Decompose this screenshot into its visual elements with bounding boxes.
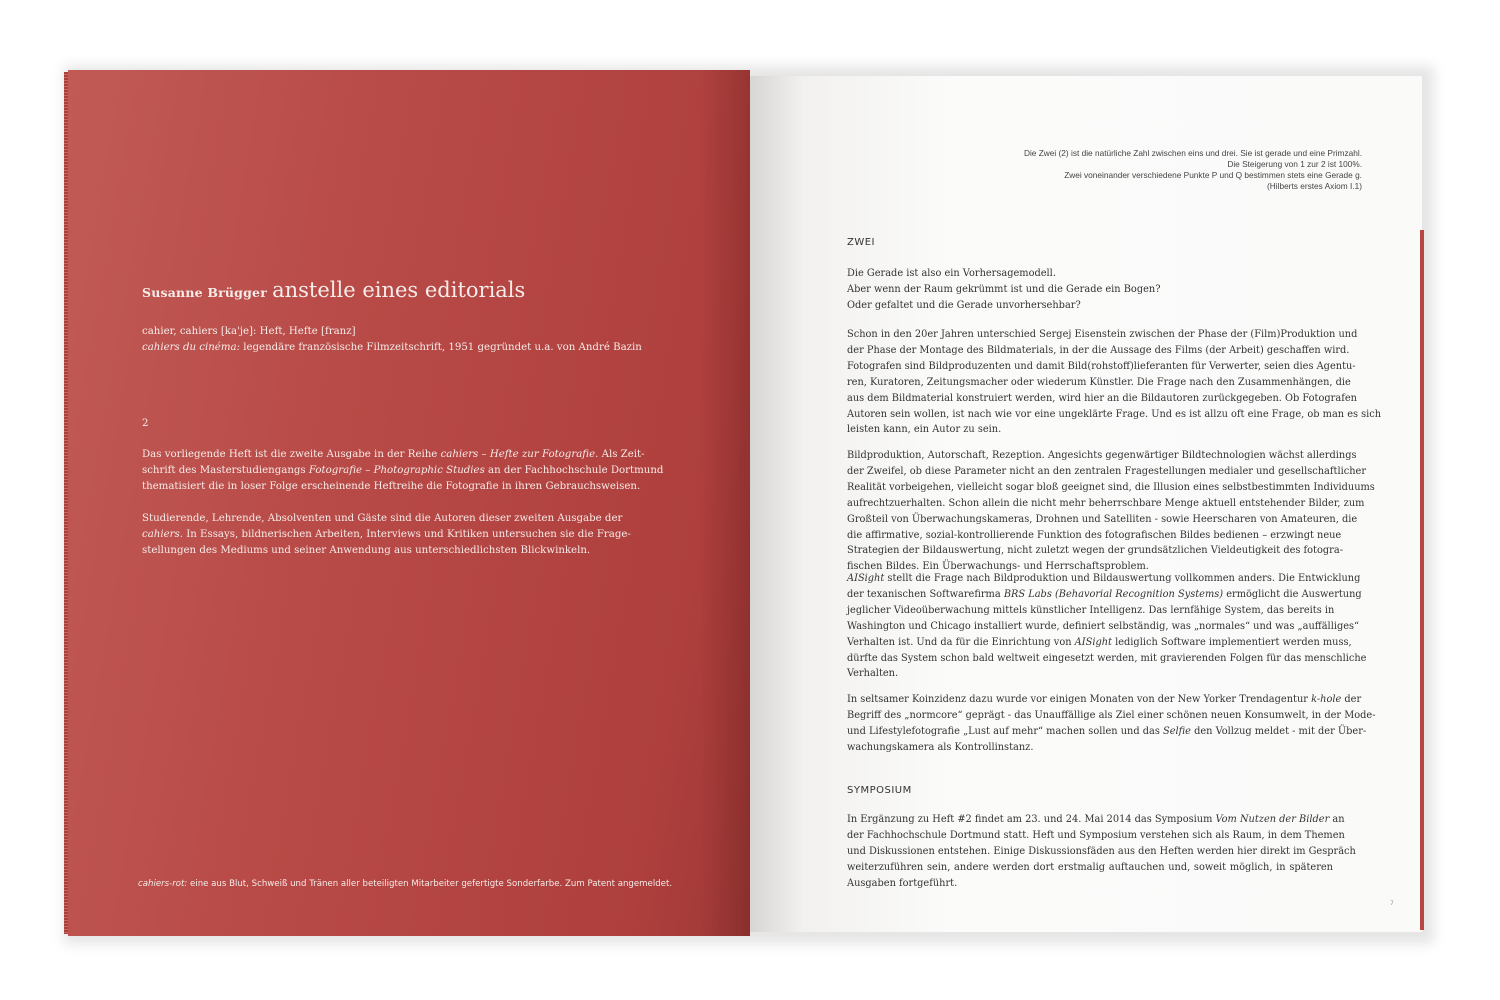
text-span: AISight (1074, 636, 1112, 648)
text-line (847, 651, 1367, 667)
text-span: In seltsamer Koinzidenz dazu wurde vor einigen Monaten von der New Yorker Trendagentur (847, 694, 1312, 705)
text-line (142, 511, 631, 527)
text-line: Die Gerade ist also ein Vorhersagemodell. (847, 268, 1056, 279)
text-line (847, 876, 1333, 892)
text-line: Realität vorbeigehen, vielleicht sogar bloß geeignet sind, die Illusion eines selbstbestimmten Individuums (847, 481, 1375, 493)
quote-line: Die Steigerung von 1 zur 2 ist 100%. (1227, 159, 1362, 169)
text-line (142, 463, 663, 479)
text-span: Selfie (1162, 725, 1191, 737)
text-line: Schon in den 20er Jahren unterschied Sergej Eisenstein zwischen der Phase der (Film)Produktion und (847, 329, 1358, 340)
text-line (142, 447, 663, 463)
text-line: ren, Kuratoren, Zeitungsmacher oder wiederum Künstler. Die Frage nach den Zusammenhängen, die (847, 376, 1351, 388)
text-line (847, 828, 1345, 844)
text-line: Strategien der Bildauswertung, nicht zuletzt wegen der grundsätzlichen Vieldeutigkeit des fotogra- (847, 545, 1344, 557)
text-line: leisten kann, ein Autor zu sein. (847, 424, 1002, 436)
text-line: aufrechtzuerhalten. Schon allein die nicht mehr beherrschbare Menge aktuell entstehender Bilder, zum (847, 497, 1365, 509)
paragraph-normcore (847, 692, 1376, 756)
text-line (847, 603, 1333, 619)
gutter-shadow (700, 70, 750, 936)
text-line (847, 724, 1367, 740)
text-line: Oder gefaltet und die Gerade unvorhersehbar? (847, 299, 1081, 311)
epigraph-quote (962, 148, 1362, 192)
text-span: den Vollzug meldet - mit der Über- (1190, 725, 1367, 737)
text-span: k-hole (1311, 694, 1342, 705)
text-span: Verhalten ist. Und da für die Einrichtung von (847, 636, 1075, 648)
text-line: Fotografen sind Bildproduzenten und damit Bild(rohstoff)lieferanten für Verwerter, seien dies Agentu- (847, 360, 1356, 372)
text-line (847, 708, 1376, 724)
text-span: weiterzuführen sein, andere werden dort erstmalig auftauchen und, soweit möglich, in späteren (847, 861, 1333, 873)
text-span: wachungskamera als Kontrollinstanz. (847, 741, 1034, 753)
text-line (847, 844, 1356, 860)
text-span: Studierende, Lehrende, Absolventen und Gäste sind die Autoren dieser zweiten Ausgabe der (142, 513, 623, 524)
text-span: In Essays, bildnerischen Arbeiten, Interviews und Kritiken untersuchen sie die Frage- (182, 529, 631, 541)
intro-paragraph-2 (142, 511, 631, 560)
intro-paragraph-1 (142, 447, 663, 496)
right-page (750, 76, 1422, 932)
quote-line: (Hilberts erstes Axiom I.1) (1267, 181, 1362, 191)
text-span: Ausgaben fortgeführt. (847, 877, 958, 889)
text-line (847, 666, 1333, 682)
text-line: Bildproduktion, Autorschaft, Rezeption. Angesichts gegenwärtiger Bildtechnologien wächst allerdings (847, 450, 1357, 461)
text-span: Fotografie – Photographic Studies (308, 465, 485, 477)
text-span: thematisiert die in loser Folge erscheinende Heftreihe die Fotografie in ihren Gebrauchsweisen. (142, 481, 641, 493)
text-line: der Phase der Montage des Bildmaterials, in der die Aussage des Films (der Arbeit) geschaffen wird. (847, 344, 1350, 356)
text-line (847, 692, 1362, 708)
footnote-cahiers-rot: cahiers-rot: eine aus Blut, Schweiß und Tränen aller beteiligten Mitarbeiter gefertigte Sonderfarbe. Zum Patent angemeldet. (138, 879, 673, 889)
text-line: aus dem Bildmaterial konstruiert werden, wird hier an die Bildautoren zurückgegeben. Ob Fotografen (847, 392, 1357, 404)
text-line (847, 619, 1360, 635)
text-line (847, 812, 1345, 828)
text-span: ermöglicht die Auswertung (1223, 588, 1362, 600)
section-number: 2 (142, 418, 149, 429)
paragraph-symposium (847, 812, 1356, 892)
text-span: BRS Labs (Behavorial Recognition Systems) (1003, 588, 1224, 600)
left-page (68, 70, 750, 936)
text-span: der (1341, 694, 1362, 705)
text-span: Begriff des „normcore“ geprägt - das Unauffällige als Ziel einer schönen neuen Konsumwelt, in der Mode- (847, 709, 1376, 721)
definition-cahier: cahier, cahiers [ka'je]: Heft, Hefte [franz] (142, 326, 356, 337)
text-line (142, 527, 631, 543)
paragraph-aisight (847, 571, 1367, 682)
text-span: dürfte das System schon bald weltweit eingesetzt werden, mit gravierenden Folgen für das menschliche (847, 652, 1367, 664)
text-line (847, 635, 1352, 651)
editorial-heading (142, 278, 525, 302)
text-span: an der Fachhochschule Dortmund (484, 465, 664, 477)
text-span: cahiers. (142, 529, 183, 541)
text-span: Washington und Chicago installiert wurde, definiert selbständig, was „normales“ und was „auffälliges“ (847, 620, 1360, 632)
text-span: Das vorliegende Heft ist die zweite Ausgabe in der Reihe (142, 449, 441, 460)
text-span: cahiers – Hefte zur Fotografie (440, 449, 596, 460)
page-number: 7 (1390, 900, 1394, 907)
right-page-red-edge (1420, 230, 1424, 930)
text-span: lediglich Software implementiert werden muss, (1111, 636, 1352, 648)
text-line (847, 587, 1362, 603)
text-line (847, 860, 1333, 876)
text-span: der Fachhochschule Dortmund statt. Heft und Symposium verstehen sich als Raum, in dem Themen (847, 829, 1345, 841)
text-line: Großteil von Überwachungskameras, Drohnen und Satelliten - sowie Heerscharen von Amateuren, die (847, 513, 1358, 525)
heading-zwei: ZWEI (847, 237, 876, 248)
text-span: an (1329, 814, 1345, 825)
text-span: Verhalten. (847, 668, 899, 680)
editorial-title: anstelle eines editorials (272, 278, 526, 302)
heading-symposium: SYMPOSIUM (847, 785, 912, 796)
text-span: . Als Zeit- (595, 449, 645, 460)
text-line: fischen Bildes. Ein Überwachungs- und Herrschaftsproblem. (847, 561, 1149, 573)
paragraph-bildproduktion (847, 448, 1375, 575)
text-span: der texanischen Softwarefirma (847, 588, 1004, 600)
definition-cahiers-du-cinema: cahiers du cinéma: legendäre französische Filmzeitschrift, 1951 gegründet u.a. von André Bazin (142, 342, 642, 354)
paragraph-eisenstein (847, 327, 1382, 438)
author-name: Susanne Brügger (142, 285, 267, 300)
text-span: stellt die Frage nach Bildproduktion und Bildauswertung vollkommen anders. Die Entwicklung (884, 573, 1361, 584)
text-span: stellungen des Mediums und seiner Anwendung aus unterschiedlichsten Blickwinkeln. (142, 545, 591, 557)
intro-lines (847, 266, 1333, 314)
definitions (142, 324, 642, 356)
quote-line: Die Zwei (2) ist die natürliche Zahl zwischen eins und drei. Sie ist gerade und eine Primzahl. (1023, 148, 1362, 158)
text-line (142, 479, 663, 495)
text-span: schrift des Masterstudiengangs (142, 465, 309, 477)
quote-line: Zwei voneinander verschiedene Punkte P und Q bestimmen stets eine Gerade g. (1064, 170, 1362, 180)
text-line (142, 543, 631, 559)
text-span: In Ergänzung zu Heft #2 findet am 23. und 24. Mai 2014 das Symposium (847, 814, 1216, 825)
text-line: die affirmative, sozial-kontrollierende Funktion des fotografischen Bildes bedienen – erzwingt neue (847, 529, 1342, 541)
text-span: Vom Nutzen der Bilder (1215, 814, 1330, 825)
text-line: Aber wenn der Raum gekrümmt ist und die Gerade ein Bogen? (847, 283, 1161, 295)
text-span: AISight (847, 573, 885, 584)
text-span: und Lifestylefotografie „Lust auf mehr“ machen sollen und das (847, 725, 1163, 737)
text-line: der Zweifel, ob diese Parameter nicht an den zentralen Fragestellungen medialer und gesellschaftlicher (847, 465, 1367, 477)
text-span: und Diskussionen entstehen. Einige Diskussionsfäden aus den Heften werden hier direkt im Gespräch (847, 845, 1356, 857)
text-line (847, 740, 1333, 756)
text-span: jeglicher Videoüberwachung mittels künstlicher Intelligenz. Das lernfähige System, das bereits in (847, 604, 1335, 616)
text-line (847, 571, 1361, 587)
text-line: Autoren sein wollen, ist nach wie vor eine ungeklärte Frage. Und es ist allzu oft eine Frage, ob man es sich (847, 408, 1382, 420)
